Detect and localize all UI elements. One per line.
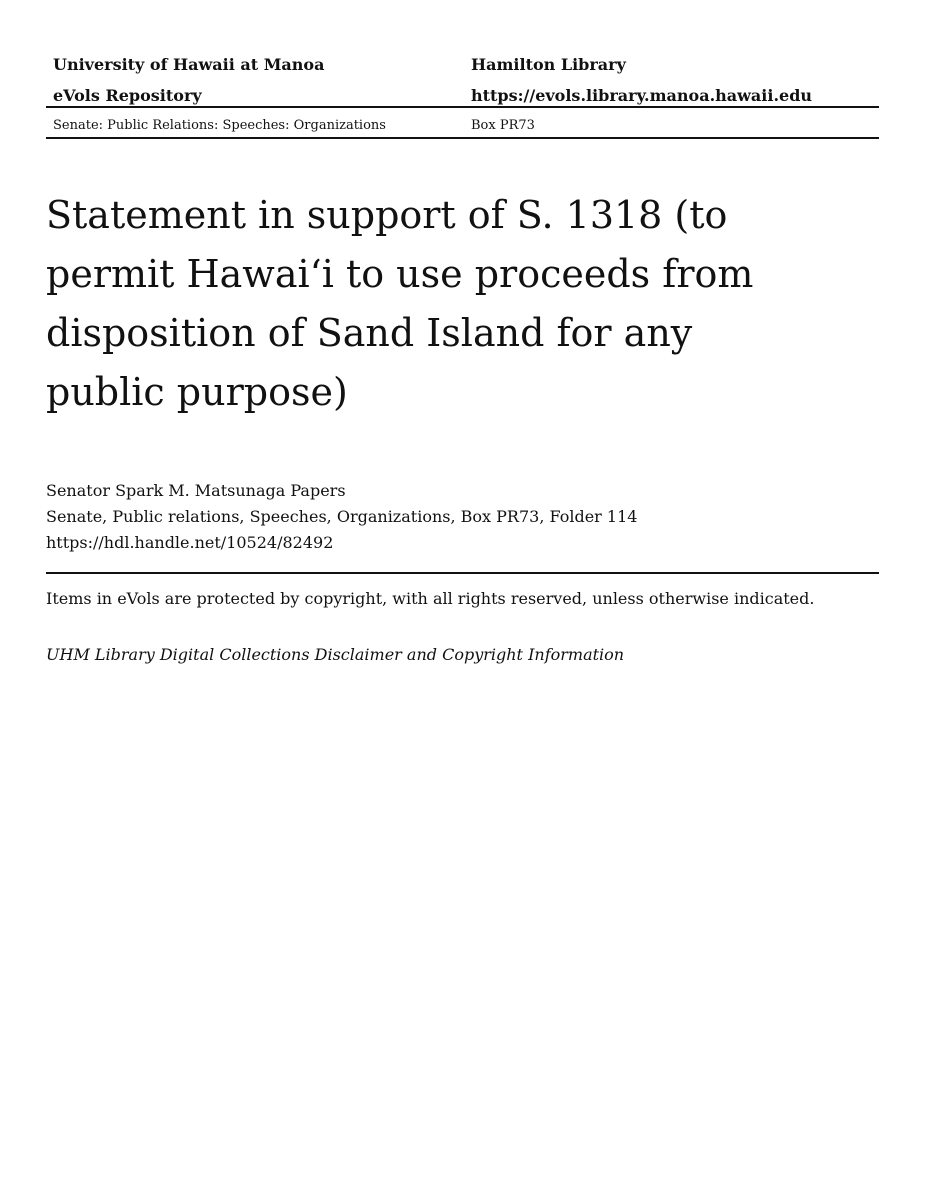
rights-statement: Items in eVols are protected by copyright, with all rights reserved, unless otherwise indicated. [46,589,815,608]
institution-name: University of Hawaii at Manoa [53,55,325,74]
header-block [46,52,879,114]
document-title: Statement in support of S. 1318 (to permit Hawai‘i to use proceeds from disposition of Sand Island for any public purpose) [46,193,754,414]
series-path: Senate: Public Relations: Speeches: Organizations [53,118,386,133]
header-row-2 [46,83,879,114]
header-divider-bottom [46,137,879,139]
handle-link[interactable]: https://hdl.handle.net/10524/82492 [46,533,334,552]
disclaimer-link[interactable]: UHM Library Digital Collections Disclaimer and Copyright Information [46,645,625,664]
library-name: Hamilton Library [471,55,626,74]
header-divider-top [46,106,879,108]
document-metadata [46,478,637,556]
collection-name: Senator Spark M. Matsunaga Papers [46,481,346,500]
box-label: Box PR73 [471,118,535,133]
repository-url: https://evols.library.manoa.hawaii.edu [471,86,813,105]
repository-name: eVols Repository [53,86,202,105]
footer-divider [46,572,879,574]
folder-location: Senate, Public relations, Speeches, Organizations, Box PR73, Folder 114 [46,507,638,526]
header-row-1 [46,52,879,83]
